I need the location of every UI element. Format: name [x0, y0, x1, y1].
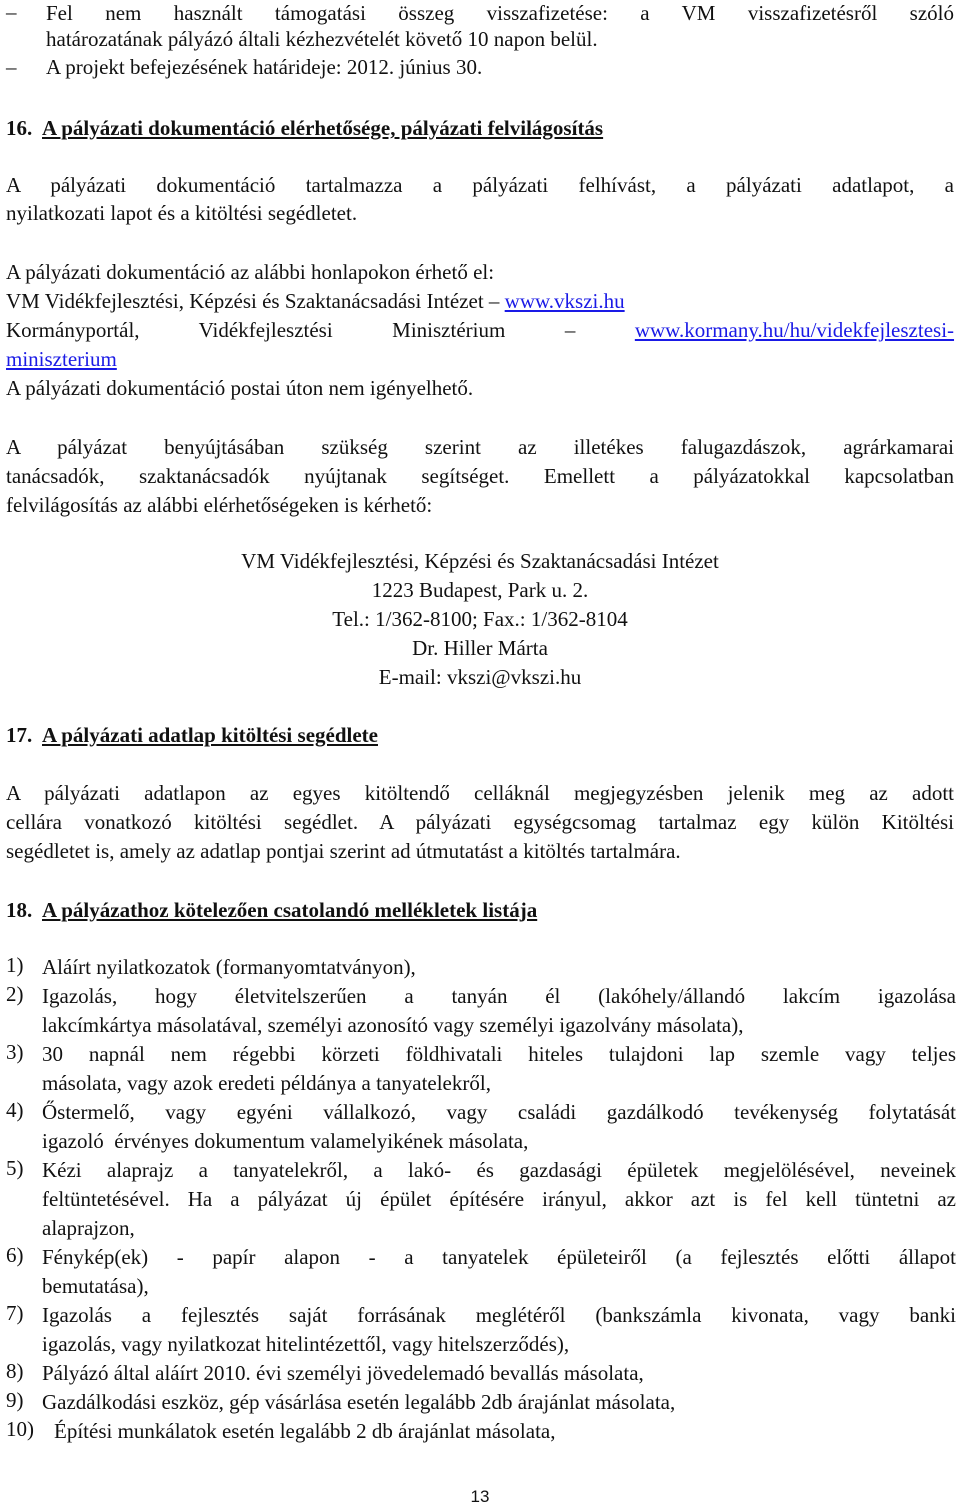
item-line: Aláírt nyilatkozatok (formanyomtatványon),: [42, 955, 416, 979]
contact-org: VM Vidékfejlesztési, Képzési és Szaktanácsadási Intézet: [241, 549, 719, 573]
page-number: 13: [470, 1487, 490, 1506]
item-number: 5): [6, 1156, 24, 1180]
link1-label: VM Vidékfejlesztési, Képzési és Szaktanácsadási Intézet: [6, 289, 484, 313]
item-number: 3): [6, 1040, 24, 1064]
intro-item-1-line-2: határozatának pályázó általi kézhezvételét követő 10 napon belül.: [46, 27, 598, 51]
item-line: Igazolás, hogy életvitelszerűen a tanyán él (lakóhely/állandó lakcím igazolása: [42, 984, 956, 1008]
intro-item-1-line-1: Fel nem használt támogatási összeg visszafizetése: a VM visszafizetésről szóló: [46, 1, 954, 25]
section-18-number: 18.: [6, 898, 33, 922]
section-16-number: 16.: [6, 116, 33, 140]
section-17-number: 17.: [6, 723, 33, 747]
s16-para3-line-2: tanácsadók, szaktanácsadók nyújtanak segítséget. Emellett a pályázatokkal kapcsolatban: [6, 464, 954, 488]
item-line: Építési munkálatok esetén legalább 2 db árajánlat másolata,: [54, 1419, 556, 1443]
item-number: 10): [6, 1417, 34, 1441]
item-line: Gazdálkodási eszköz, gép vásárlása esetén legalább 2db árajánlat másolata,: [42, 1390, 676, 1414]
item-line: alaprajzon,: [42, 1216, 135, 1240]
link2-dash: –: [564, 318, 576, 342]
item-line: 30 napnál nem régebbi körzeti földhivatali hiteles tulajdoni lap szemle vagy teljes: [42, 1042, 956, 1066]
link1-dash: –: [488, 289, 500, 313]
item-line: igazoló érvényes dokumentum valamelyikének másolata,: [42, 1129, 529, 1153]
item-number: 4): [6, 1098, 24, 1122]
contact-email: E-mail: vkszi@vkszi.hu: [378, 665, 582, 689]
vkszi-link[interactable]: www.vkszi.hu: [504, 289, 625, 313]
s16-para3-line-3: felvilágosítás az alábbi elérhetőségeken is kérhető:: [6, 493, 433, 517]
link2-label: Kormányportál, Vidékfejlesztési Minisztérium: [6, 318, 506, 342]
kormany-link[interactable]: www.kormany.hu/hu/videkfejlesztesi-: [634, 318, 955, 342]
item-number: 7): [6, 1301, 24, 1325]
dash-bullet: –: [6, 55, 17, 79]
item-number: 8): [6, 1359, 24, 1383]
item-line: bemutatása),: [42, 1274, 149, 1298]
s16-para2-lead: A pályázati dokumentáció az alábbi honlapokon érhető el:: [6, 260, 495, 284]
section-17-title: A pályázati adatlap kitöltési segédlete: [42, 723, 378, 747]
section-17-heading: [6, 721, 378, 749]
item-number: 2): [6, 982, 24, 1006]
s17-para-line-3: segédletet is, amely az adatlap pontjai szerint ad útmutatást a kitöltés tartalmára.: [6, 839, 681, 863]
item-number: 1): [6, 953, 24, 977]
dash-bullet: –: [6, 0, 17, 24]
contact-phone: Tel.: 1/362-8100; Fax.: 1/362-8104: [332, 607, 628, 631]
s17-para-line-2: cellára vonatkozó kitöltési segédlet. A pályázati egységcsomag tartalmaz egy külön Kitöltési: [6, 810, 954, 834]
intro-item-2: [6, 54, 954, 84]
item-line: igazolás, vagy nyilatkozat hitelintézettől, vagy hitelszerződés),: [42, 1332, 570, 1356]
item-number: 6): [6, 1243, 24, 1267]
intro-item-2-line-1: A projekt befejezésének határideje: 2012. június 30.: [46, 55, 483, 79]
s16-para1-line-1: A pályázati dokumentáció tartalmazza a pályázati felhívást, a pályázati adatlapot, a: [6, 173, 954, 197]
item-line: Fénykép(ek) - papír alapon - a tanyatelek épületeiről (a fejlesztés előtti állapot: [42, 1245, 956, 1269]
item-line: Őstermelő, vagy egyéni vállalkozó, vagy családi gazdálkodó tevékenység folytatását: [42, 1100, 956, 1124]
section-18-heading: [6, 896, 537, 924]
s16-para1-line-2: nyilatkozati lapot és a kitöltési segédletet.: [6, 201, 358, 225]
intro-item-1: [6, 0, 954, 58]
section-16-heading: [6, 114, 603, 142]
kormany-link-cont[interactable]: miniszterium: [6, 347, 117, 371]
item-line: lakcímkártya másolatával, személyi azonosító vagy személyi igazolvány másolata),: [42, 1013, 744, 1037]
s16-link2-row-cont: [6, 346, 954, 372]
item-line: másolata, vagy azok eredeti példánya a tanyatelekről,: [42, 1071, 491, 1095]
s16-link2-row: [6, 317, 954, 343]
s17-para-line-1: A pályázati adatlapon az egyes kitöltendő celláknál megjegyzésben jelenik meg az adott: [6, 781, 954, 805]
item-line: Kézi alaprajz a tanyatelekről, a lakó- és gazdasági épületek megjelölésével, neveinek: [42, 1158, 956, 1182]
contact-address: 1223 Budapest, Park u. 2.: [371, 578, 589, 602]
item-line: feltüntetésével. Ha a pályázat új épület építésére irányul, akkor azt is fel kell tüntetni az: [42, 1187, 956, 1211]
s16-para2-tail: A pályázati dokumentáció postai úton nem igényelhető.: [6, 376, 474, 400]
section-16-title: A pályázati dokumentáció elérhetősége, pályázati felvilágosítás: [42, 116, 604, 140]
item-line: Igazolás a fejlesztés saját forrásának meglétéről (bankszámla kivonata, vagy banki: [42, 1303, 956, 1327]
s16-link1-row: [6, 288, 954, 314]
section-18-title: A pályázathoz kötelezően csatolandó mellékletek listája: [42, 898, 538, 922]
s16-para3-line-1: A pályázat benyújtásában szükség szerint az illetékes falugazdászok, agrárkamarai: [6, 435, 954, 459]
contact-person: Dr. Hiller Márta: [412, 636, 548, 660]
item-line: Pályázó által aláírt 2010. évi személyi jövedelemadó bevallás másolata,: [42, 1361, 644, 1385]
item-number: 9): [6, 1388, 24, 1412]
